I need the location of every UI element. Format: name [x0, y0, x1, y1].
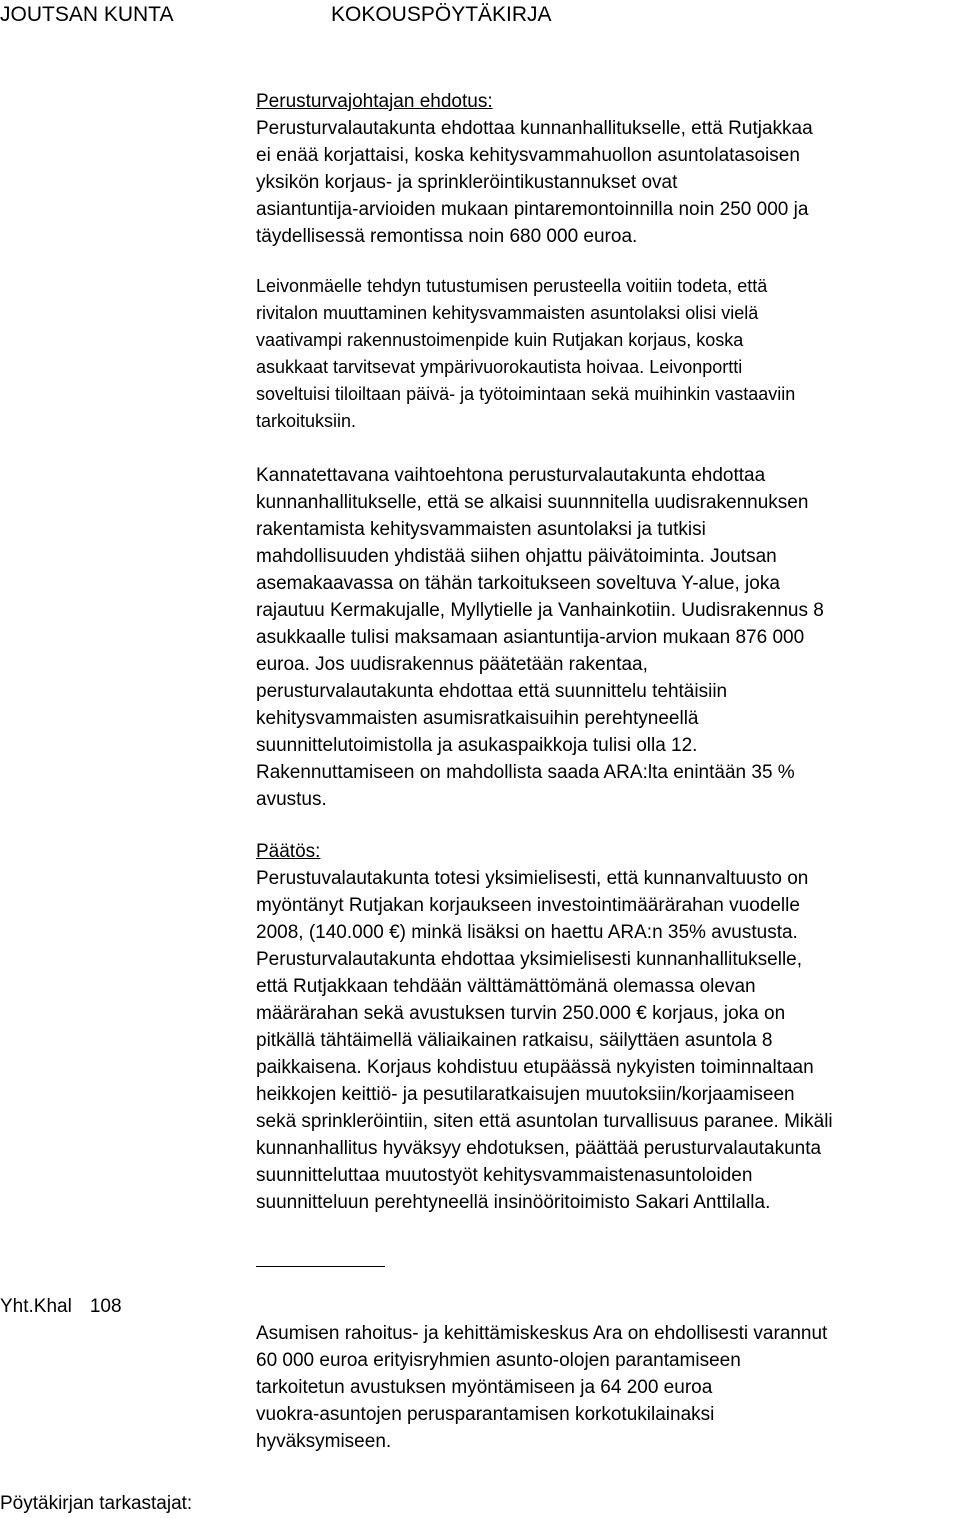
proposal-line: Perusturvalautakunta ehdottaa kunnanhallitukselle, että Rutjakkaa: [256, 118, 813, 139]
alternative-paragraph: [256, 462, 960, 813]
decision-line: paikkaisena. Korjaus kohdistuu etupäässä nykyisten toiminnaltaan: [256, 1057, 814, 1078]
decision-line: 2008, (140.000 €) minkä lisäksi on haettu ARA:n 35% avustusta.: [256, 922, 798, 943]
paragraph-line: asukkaat tarvitsevat ympärivuorokautista hoivaa. Leivonportti: [256, 357, 743, 377]
section-line: vuokra-asuntojen perusparantamisen korkotukilainaksi: [256, 1404, 715, 1425]
decision-section: [256, 838, 960, 1216]
proposal-heading: Perusturvajohtajan ehdotus:: [256, 91, 493, 112]
section-divider: [256, 1266, 385, 1267]
section-line: Asumisen rahoitus- ja kehittämiskeskus Ara on ehdollisesti varannut: [256, 1323, 828, 1344]
section-number: 108: [89, 1296, 122, 1317]
decision-line: Perustuvalautakunta totesi yksimielisesti, että kunnanvaltuusto on: [256, 868, 809, 889]
section-line: tarkoitetun avustuksen myöntämiseen ja 64 200 euroa: [256, 1377, 713, 1398]
paragraph-line: tarkoituksiin.: [256, 411, 357, 431]
paragraph-line: Rakennuttamiseen on mahdollista saada ARA:lta enintään 35 %: [256, 762, 795, 783]
paragraph-line: soveltuisi tiloiltaan päivä- ja työtoimintaan sekä muihinkin vastaaviin: [256, 384, 796, 404]
decision-line: suunnitteluun perehtyneellä insinööritoimisto Sakari Anttilalla.: [256, 1192, 771, 1213]
section-line: hyväksymiseen.: [256, 1431, 392, 1452]
decision-line: heikkojen keittiö- ja pesutilaratkaisujen muutoksiin/korjaamiseen: [256, 1084, 795, 1105]
proposal-line: ei enää korjattaisi, koska kehitysvammahuollon asuntolatasoisen: [256, 145, 800, 166]
section-line: 60 000 euroa erityisryhmien asunto-olojen parantamiseen: [256, 1350, 741, 1371]
decision-line: sekä sprinkleröintiin, siten että asuntolan turvallisuus paranee. Mikäli: [256, 1111, 833, 1132]
paragraph-line: rakentamista kehitysvammaisten asuntolaksi ja tutkisi: [256, 519, 706, 540]
proposal-line: asiantuntija-arvioiden mukaan pintaremontoinnilla noin 250 000 ja: [256, 199, 809, 220]
paragraph-line: perusturvalautakunta ehdottaa että suunnittelu tehtäisiin: [256, 681, 728, 702]
paragraph-line: suunnittelutoimistolla ja asukaspaikkoja tulisi olla 12.: [256, 735, 698, 756]
paragraph-line: kunnanhallitukselle, että se alkaisi suunnnitella uudisrakennuksen: [256, 492, 809, 513]
decision-line: määrärahan sekä avustuksen turvin 250.000 € korjaus, joka on: [256, 1003, 786, 1024]
paragraph-line: kehitysvammaisten asumisratkaisuihin perehtyneellä: [256, 708, 699, 729]
section-label: [0, 1293, 122, 1320]
paragraph-line: rajautuu Kermakujalle, Myllytielle ja Vanhainkotiin. Uudisrakennus 8: [256, 600, 824, 621]
decision-line: pitkällä tähtäimellä väliaikainen ratkaisu, säilyttäen asuntola 8: [256, 1030, 773, 1051]
decision-line: kunnanhallitus hyväksyy ehdotuksen, päättää perusturvalautakunta: [256, 1138, 822, 1159]
proposal-section: [256, 88, 960, 250]
reviewers-label: Pöytäkirjan tarkastajat:: [0, 1493, 193, 1514]
paragraph-line: euroa. Jos uudisrakennus päätetään rakentaa,: [256, 654, 648, 675]
proposal-line: yksikön korjaus- ja sprinkleröintikustannukset ovat: [256, 172, 678, 193]
paragraph-line: avustus.: [256, 789, 327, 810]
paragraph-line: rivitalon muuttaminen kehitysvammaisten asuntolaksi olisi vielä: [256, 303, 759, 323]
organization-name: JOUTSAN KUNTA: [0, 3, 174, 26]
proposal-line: täydellisessä remontissa noin 680 000 euroa.: [256, 226, 638, 247]
decision-line: Perusturvalautakunta ehdottaa yksimielisesti kunnanhallitukselle,: [256, 949, 803, 970]
paragraph-line: mahdollisuuden yhdistää siihen ohjattu päivätoiminta. Joutsan: [256, 546, 777, 567]
decision-line: myöntänyt Rutjakan korjaukseen investointimäärärahan vuodelle: [256, 895, 800, 916]
paragraph-line: asukkaalle tulisi maksamaan asiantuntija-arvion mukaan 876 000: [256, 627, 805, 648]
decision-line: että Rutjakkaan tehdään välttämättömänä olemassa olevan: [256, 976, 756, 997]
paragraph-line: asemakaavassa on tähän tarkoitukseen soveltuva Y-alue, joka: [256, 573, 780, 594]
decision-heading: Päätös:: [256, 841, 321, 862]
paragraph-line: Kannatettavana vaihtoehtona perusturvalautakunta ehdottaa: [256, 465, 766, 486]
document-type: KOKOUSPÖYTÄKIRJA: [331, 3, 552, 26]
section-body: [256, 1320, 960, 1455]
paragraph-line: vaativampi rakennustoimenpide kuin Rutjakan korjaus, koska: [256, 330, 744, 350]
section-name: Yht.Khal: [0, 1296, 72, 1317]
paragraph-line: Leivonmäelle tehdyn tutustumisen perusteella voitiin todeta, että: [256, 276, 768, 296]
decision-line: suunnitteluttaa muutostyöt kehitysvammaistenasuntoloiden: [256, 1165, 753, 1186]
leivonmaki-paragraph: [256, 273, 960, 435]
